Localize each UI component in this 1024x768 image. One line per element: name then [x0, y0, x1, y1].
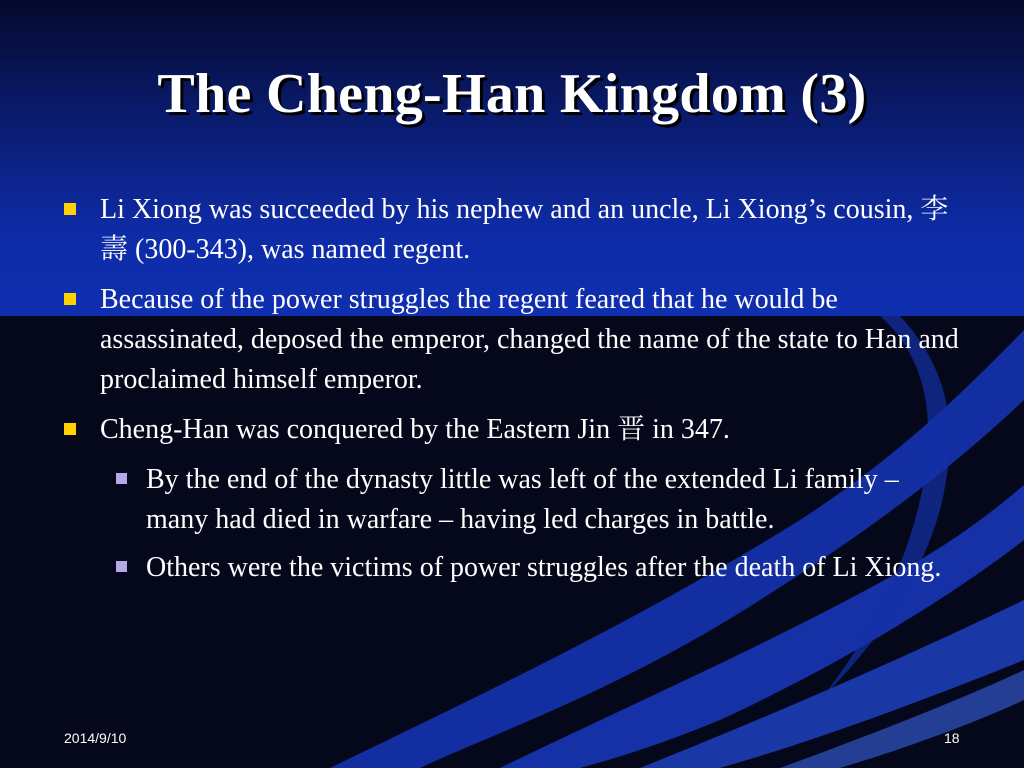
- slide-title: The Cheng-Han Kingdom (3): [157, 63, 867, 125]
- bullet-item: [60, 280, 960, 400]
- square-bullet-icon: [64, 203, 76, 215]
- square-bullet-icon: [64, 423, 76, 435]
- bullet-text: Cheng-Han was conquered by the Eastern Jin 晋 in 347.: [100, 414, 730, 445]
- bullet-list: [60, 190, 960, 596]
- bullet-text: Because of the power struggles the regent feared that he would be assassinated, deposed the emperor, changed the name of the state to Han and proclaimed himself emperor.: [100, 284, 959, 395]
- slide-number: 18: [944, 730, 960, 746]
- square-sub-bullet-icon: [116, 561, 127, 572]
- sub-bullet-item: [60, 460, 960, 540]
- bullet-item: [60, 410, 960, 450]
- square-bullet-icon: [64, 293, 76, 305]
- footer-date: 2014/9/10: [64, 730, 127, 746]
- square-sub-bullet-icon: [116, 473, 127, 484]
- sub-bullet-item: [60, 548, 960, 588]
- bullet-item: [60, 190, 960, 270]
- sub-bullet-text: Others were the victims of power struggles after the death of Li Xiong.: [146, 552, 942, 583]
- sub-bullet-text: By the end of the dynasty little was left of the extended Li family – many had died in warfare – having led charges in battle.: [146, 464, 899, 535]
- bullet-text: Li Xiong was succeeded by his nephew and an uncle, Li Xiong’s cousin, 李壽 (300-343), was named regent.: [100, 194, 949, 265]
